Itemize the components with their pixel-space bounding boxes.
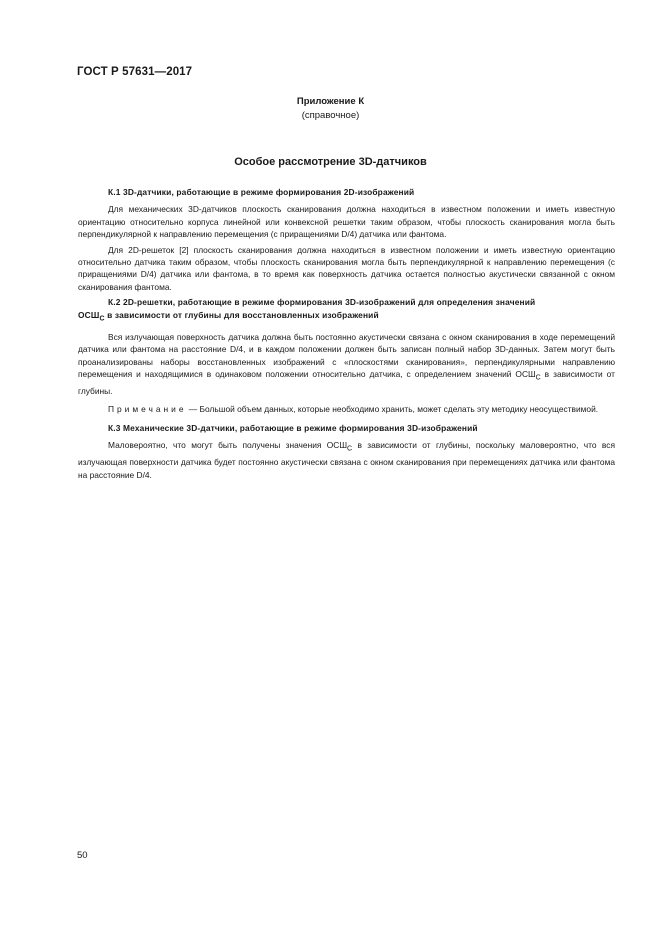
section-k2-heading-line-1: К.2 2D-решетки, работающие в режиме формирования 3D-изображений для определения значений — [108, 297, 536, 308]
section-k3-heading: К.3 Механические 3D-датчики, работающие в режиме формирования 3D-изображений — [108, 422, 478, 433]
note-text: — Большой объем данных, которые необходимо хранить, может сделать эту методику неосуществимой. — [186, 404, 599, 415]
section-k3-paragraph-1-text: Маловероятно, что могут быть получены значения ОСШ — [108, 440, 348, 451]
section-k2-heading-rest: в зависимости от глубины для восстановленных изображений — [104, 309, 379, 320]
section-k2-heading-line-2 — [78, 309, 615, 326]
page-title: Особое рассмотрение 3D-датчиков — [234, 156, 427, 168]
snr-subscript: С — [99, 315, 105, 323]
section-k1-heading: К.1 3D-датчики, работающие в режиме формирования 2D-изображений — [108, 187, 415, 197]
snr-subscript: С — [535, 374, 541, 382]
section-k3-paragraph-1-end: в зависимости от глубины, поскольку маловероятно, что вся излучающая поверхности датчика будет постоянно акустически связана с окном сканирования при перемещениях датчика или фантома на расстояние D/4. — [78, 440, 615, 480]
page-number: 50 — [77, 850, 88, 861]
section-k3-paragraph-1 — [78, 439, 615, 481]
appendix-type: (справочное) — [301, 110, 360, 121]
section-k1-paragraph-1: Для механических 3D-датчиков плоскость сканирования должна находиться в известном положении и иметь известную ориентацию относительно корпуса линейной или конвексной решетки таким образом, чтобы плоскость сканирования могла быть перпендикулярной к направлению перемещения (с приращениями D/4) датчика или фантома. — [78, 204, 615, 240]
section-k2-note — [78, 403, 615, 415]
document-body — [78, 186, 615, 484]
standard-code: ГОСТ Р 57631—2017 — [77, 66, 193, 78]
snr-abbrev: ОСШ — [78, 309, 100, 320]
note-label: Примечание — [108, 404, 187, 415]
section-k2-paragraph-1-end: в зависимости от глубины. — [78, 368, 615, 397]
section-k2-paragraph-1 — [78, 331, 615, 398]
appendix-label: Приложение К — [296, 96, 365, 107]
section-k1-paragraph-2: Для 2D-решеток [2] плоскость сканирования должна находиться в известном положении и иметь известную ориентацию относительно датчика таким образом, чтобы плоскость сканирования могла быть перпендикулярной к направлению перемещения (с приращениями D/4) датчика или фантома, в то время как поверхность датчика остается полностью акустически связанной с окном сканирования фантома. — [78, 244, 615, 292]
snr-subscript: С — [347, 445, 353, 453]
section-k2-paragraph-1-text: Вся излучающая поверхность датчика должна быть постоянно акустически связана с окном сканирования в ходе перемещений датчика или фантома на расстояние D/4, и в каждом положении должен быть записан полный набор 3D-данных. Затем могут быть проанализированы наборы восстановленных изображений с «плоскостями сканирования», перпендикулярными направлению перемещения и находящимися в одинаковом положении относительно датчика, с определением значений ОСШ — [78, 331, 615, 379]
